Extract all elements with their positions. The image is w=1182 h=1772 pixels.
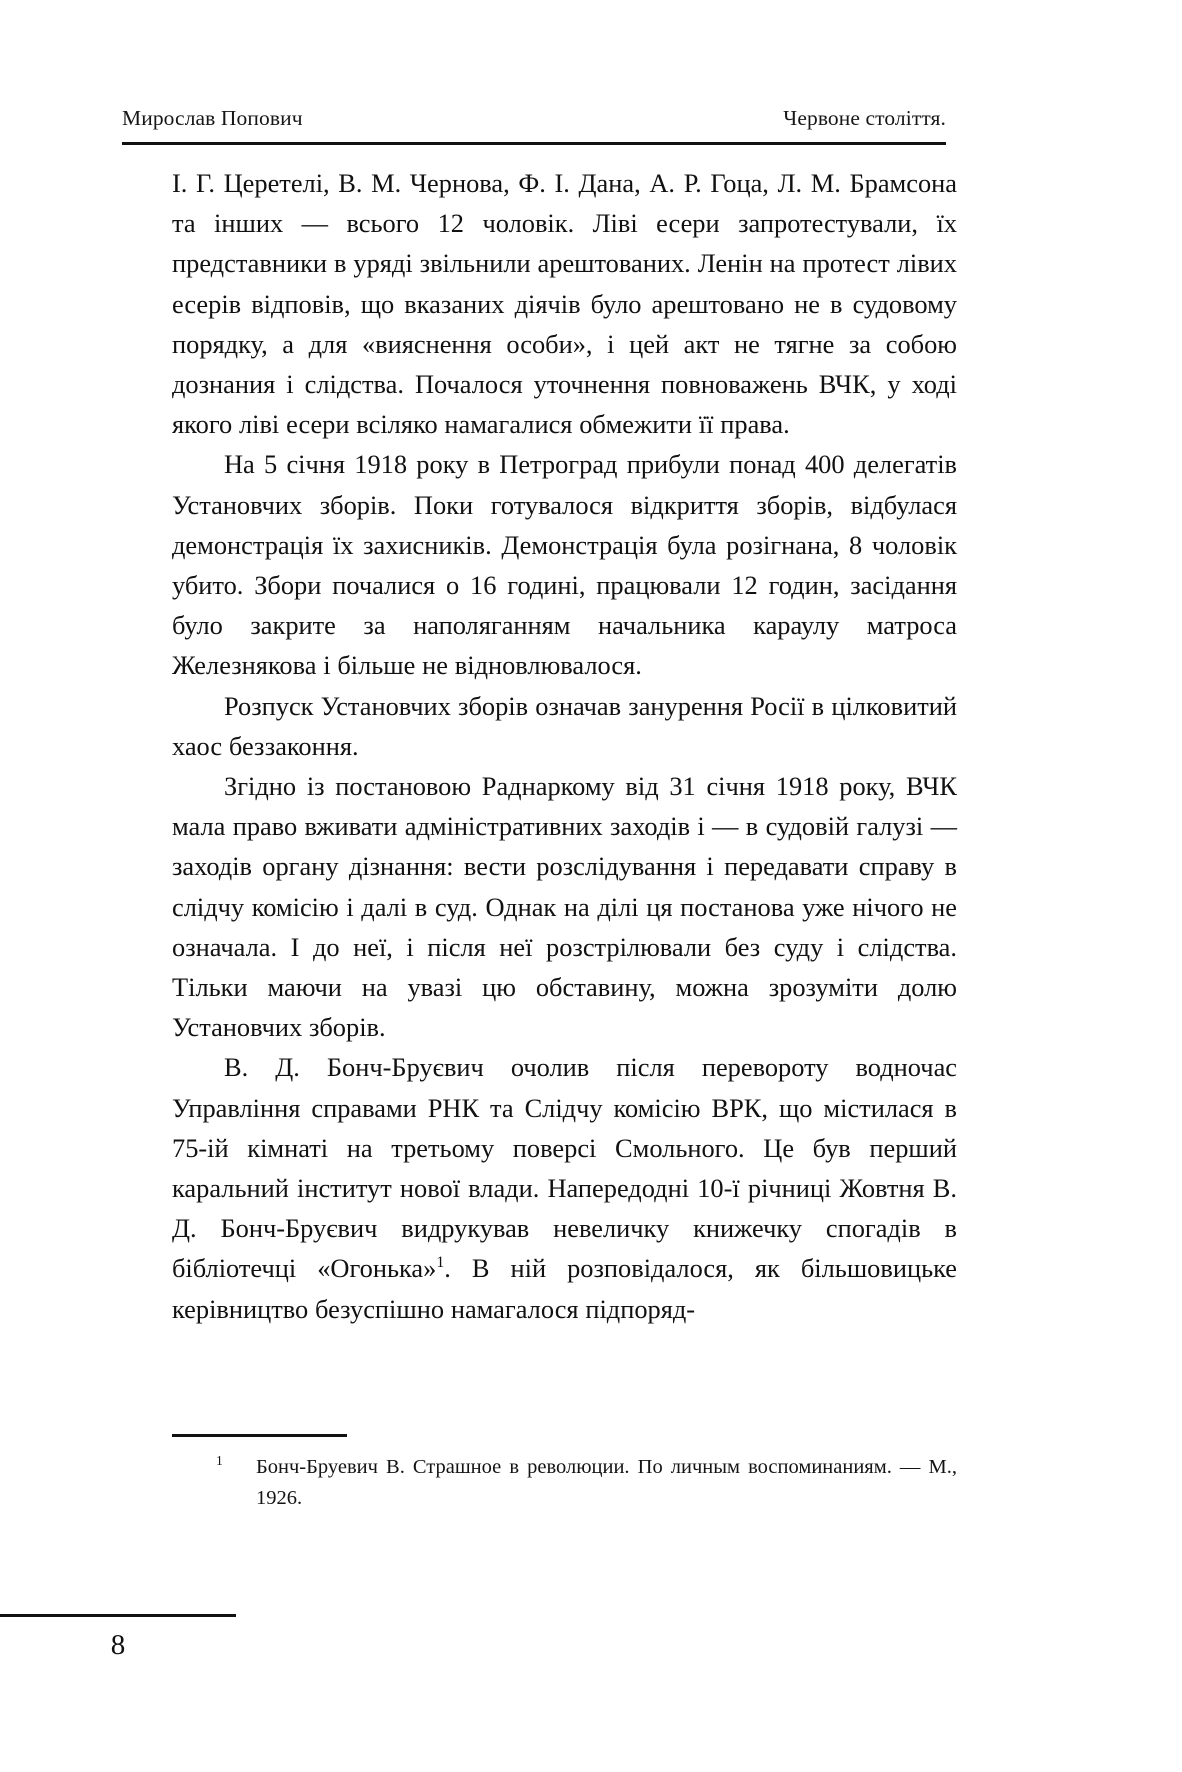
footnote-text: Бонч-Бруевич В. Страшное в революции. По личным воспоминаниям. — М., 1926.	[256, 1456, 957, 1509]
paragraph-2: На 5 січня 1918 року в Петроград прибули понад 400 делегатів Установчих зборів. Поки готувалося відкриття зборів, відбулася демонстрація їх захисників. Демонстрація була розігнана, 8 чоловік убито. Збори почалися о 16 годині, працювали 12 годин, засідання було закрите за наполяганням начальника караулу матроса Железнякова і більше не відновлювалося.	[172, 449, 957, 681]
footnote-separator-rule	[172, 1434, 347, 1437]
paragraph-5-text-after-footnote-ref: . В ній розповідалося, як більшовицьке керівництво безуспішно намагалося підпоряд-	[172, 1253, 957, 1324]
header-rule-divider	[122, 142, 946, 145]
paragraph-3: Розпуск Установчих зборів означав занурення Росії в цілковитий хаос беззаконня.	[172, 690, 957, 761]
running-head-title: Червоне століття.	[783, 106, 946, 130]
folio-rule-divider	[0, 1614, 236, 1617]
running-head	[122, 106, 946, 132]
footnote-reference-marker[interactable]: 1	[436, 1254, 445, 1272]
body-text-column	[172, 163, 957, 1329]
paragraph-5-text-before-footnote-ref: В. Д. Бонч-Бруєвич очолив після перевороту водночас Управління справами РНК та Слідчу комісію ВРК, що містилася в 75-ій кімнаті на третьому поверсі Смольного. Це був перший каральний інститут нової влади. Напередодні 10-ї річниці Жовтня В. Д. Бонч-Бруєвич видрукував невеличку книжечку спогадів в бібліотечці «Огонька»	[172, 1052, 957, 1284]
running-head-author: Мирослав Попович	[122, 106, 303, 130]
paragraph-5	[172, 1047, 957, 1328]
footnote-block: 1 Бонч-Бруевич В. Страшное в революции. По личным воспоминаниям. — М., 1926.	[172, 1452, 957, 1514]
paragraph-4: Згідно із постановою Раднаркому від 31 січня 1918 року, ВЧК мала право вживати адміністративних заходів і — в судовій галузі — заходів органу дізнання: вести розслідування і передавати справу в слідчу комісію і далі в суд. Однак на ділі ця постанова уже нічого не означала. І до неї, і після неї розстрілювали без суду і слідства. Тільки маючи на увазі цю обставину, можна зрозуміти долю Установчих зборів.	[172, 771, 957, 1043]
page-number: 8	[110, 1629, 126, 1661]
paragraph-1: І. Г. Церетелі, В. М. Чернова, Ф. І. Дана, А. Р. Гоца, Л. М. Брамсона та інших — всього 12 чоловік. Ліві есери запротестували, їх представники в уряді звільнили арештованих. Ленін на протест лівих есерів відповів, що вказаних діячів було арештовано не в судовому порядку, а для «вияснення особи», і цей акт не тягне за собою дознания і слідства. Почалося уточнення повноважень ВЧК, у ході якого ліві есери всіляко намагалися обмежити її права.	[172, 168, 957, 440]
